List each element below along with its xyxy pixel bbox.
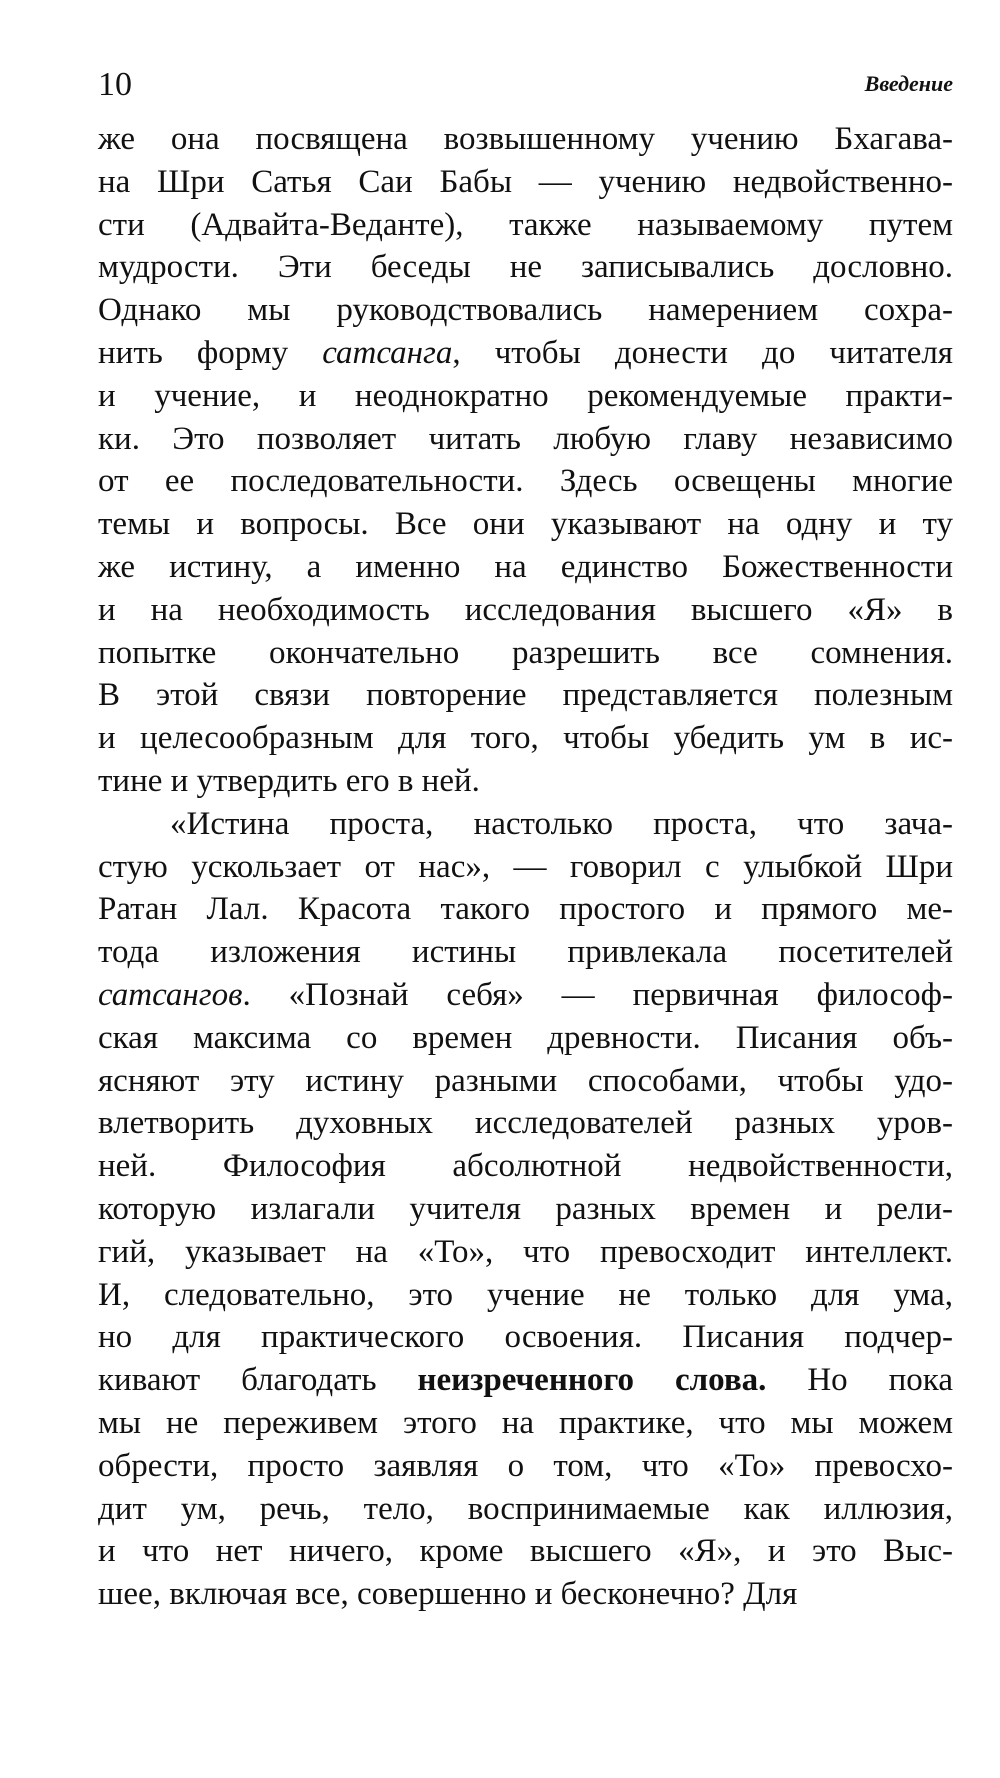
body-text: [98, 118, 953, 1616]
text-line: попытке окончательно разрешить все сомнения.: [98, 634, 953, 671]
text-line: мы не переживем этого на практике, что мы можем: [98, 1404, 953, 1441]
text-line: сти (Адвайта-Веданте), также называемому путем: [98, 206, 953, 243]
bold-term: неизреченного слова.: [417, 1362, 767, 1399]
paragraph-2: [98, 803, 953, 1616]
text-line: Однако мы руководствовались намерением сохра-: [98, 292, 953, 329]
text-line: нить форму сатсанга, чтобы донести до читателя: [98, 334, 953, 371]
text-line: же она посвящена возвышенному учению Бхагава-: [98, 121, 953, 157]
emphasized-term: сатсанга: [322, 334, 453, 371]
text-line: кивают благодать неизреченного слова. Но пока: [98, 1362, 953, 1399]
text-line: Ратан Лал. Красота такого простого и прямого ме-: [98, 891, 953, 928]
text-line: стую ускользает от нас», — говорил с улыбкой Шри: [98, 848, 953, 885]
text-line: «Истина проста, настолько проста, что зача-: [170, 805, 953, 842]
text-line: ясняют эту истину разными способами, чтобы удо-: [98, 1062, 953, 1099]
text-line: ней. Философия абсолютной недвойственности,: [98, 1148, 953, 1185]
text-line: И, следовательно, это учение не только для ума,: [98, 1276, 953, 1313]
emphasized-term: сатсангов: [98, 976, 243, 1013]
section-title: Введение: [864, 71, 953, 96]
text-line: и что нет ничего, кроме высшего «Я», и это Выс-: [98, 1533, 953, 1570]
running-header: [98, 60, 953, 110]
text-line: на Шри Сатья Саи Бабы — учению недвойственно-: [98, 163, 953, 200]
text-line: гий, указывает на «То», что превосходит интеллект.: [98, 1233, 953, 1270]
paragraph-1: [98, 118, 953, 803]
page-number: 10: [98, 66, 132, 103]
text-line: В этой связи повторение представляется полезным: [98, 677, 953, 714]
text-line: и учение, и неоднократно рекомендуемые практи-: [98, 377, 953, 414]
text-line: тода изложения истины привлекала посетителей: [98, 934, 953, 971]
text-line: темы и вопросы. Все они указывают на одну и ту: [98, 506, 953, 543]
text-line: тине и утвердить его в ней.: [98, 762, 480, 799]
text-line: мудрости. Эти беседы не записывались дословно.: [98, 249, 953, 286]
text-line: которую излагали учителя разных времен и рели-: [98, 1190, 953, 1227]
text-line: ки. Это позволяет читать любую главу независимо: [98, 420, 953, 457]
text-line: дит ум, речь, тело, воспринимаемые как иллюзия,: [98, 1490, 953, 1527]
text-line: же истину, а именно на единство Божественности: [98, 548, 953, 585]
text-line: и на необходимость исследования высшего «Я» в: [98, 591, 953, 628]
text-line: обрести, просто заявляя о том, что «То» превосхо-: [98, 1447, 953, 1484]
text-line: влетворить духовных исследователей разных уров-: [98, 1105, 953, 1142]
text-line: от ее последовательности. Здесь освещены многие: [98, 463, 953, 500]
text-line: и целесообразным для того, чтобы убедить ум в ис-: [98, 720, 953, 757]
text-line: но для практического освоения. Писания подчер-: [98, 1319, 953, 1356]
text-line: ская максима со времен древности. Писания объ-: [98, 1019, 953, 1056]
text-line: шее, включая все, совершенно и бесконечно? Для: [98, 1576, 798, 1613]
text-line: сатсангов. «Познай себя» — первичная философ-: [98, 976, 953, 1013]
